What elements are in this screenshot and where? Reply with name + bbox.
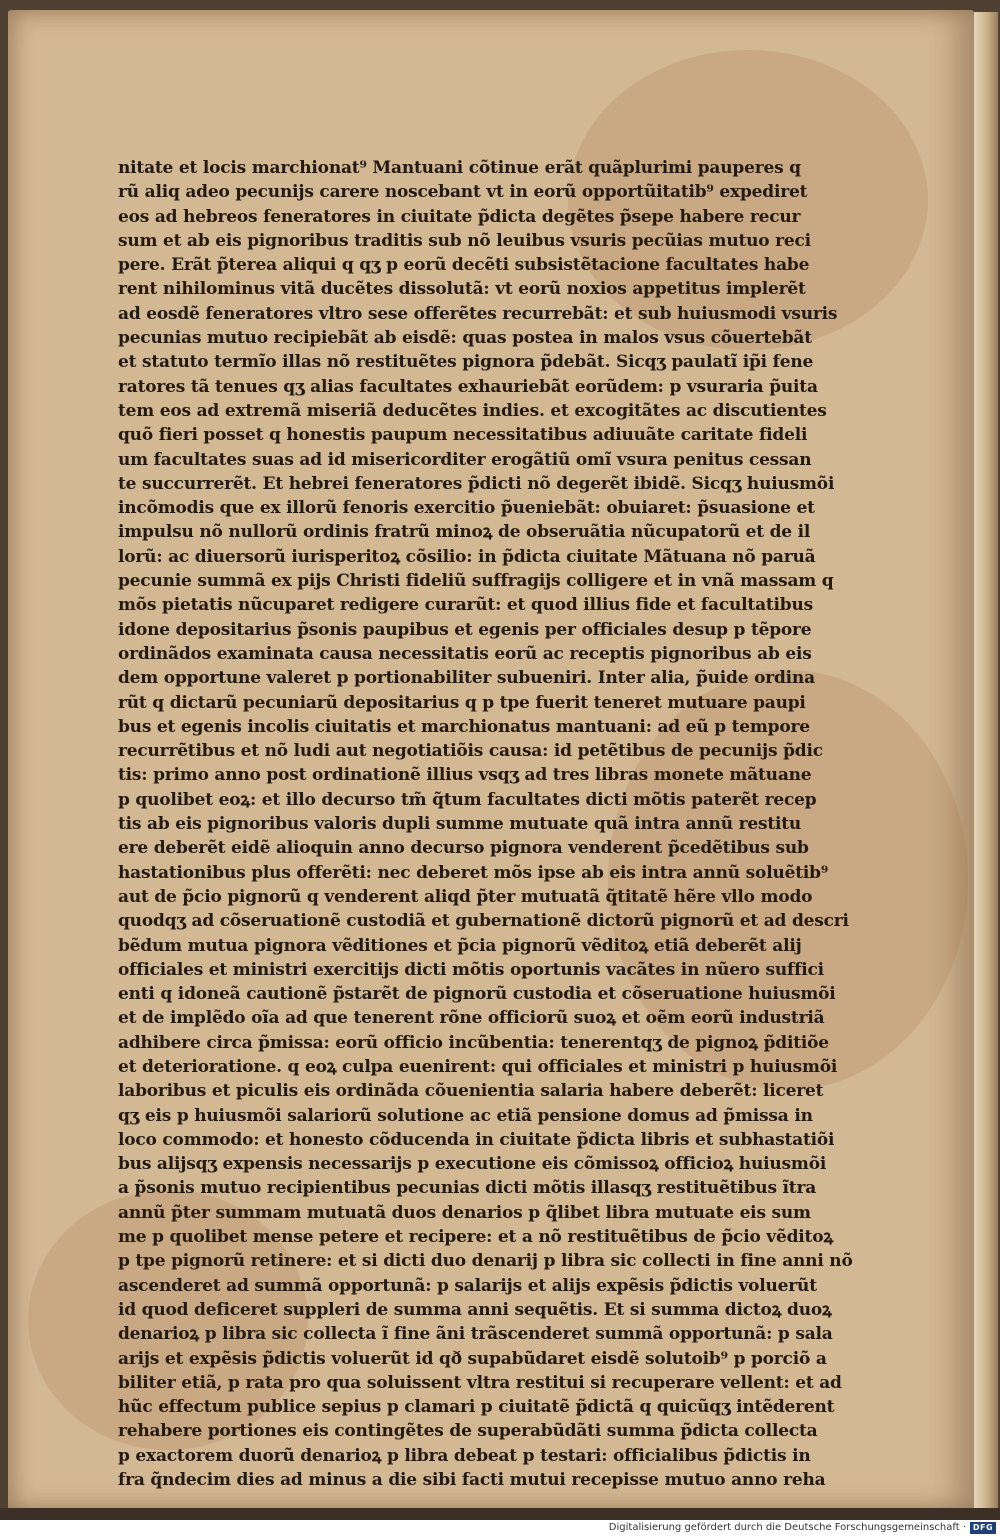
scan-bottom-edge xyxy=(0,1508,1000,1520)
text-line: lorũ: ac diuersorũ iurisperitoꝝ cõsilio: in p̃dicta ciuitate Mãtuana nõ paruã xyxy=(118,546,816,567)
text-line: impulsu nõ nullorũ ordinis fratrũ minoꝝ de obseruãtia nũcupatorũ et de il xyxy=(118,522,811,543)
text-line: adhibere circa p̃missa: eorũ officio incũbentia: tenerentqʒ de pignoꝝ p̃ditiõe xyxy=(118,1032,829,1053)
text-line: eos ad hebreos feneratores in ciuitate p̃dicta degẽtes p̃sepe habere recur xyxy=(118,206,801,227)
text-line: aut de p̃cio pignorũ q venderent aliqd p̃ter mutuatã q̃titatẽ hẽre vllo modo xyxy=(118,886,813,907)
text-line: tis: primo anno post ordinationẽ illius vsqʒ ad tres libras monete mãtuane xyxy=(118,765,812,786)
text-line: bus et egenis incolis ciuitatis et marchionatus mantuani: ad eũ p tempore xyxy=(118,716,810,737)
text-line: dem opportune valeret p portionabiliter subueniri. Inter alia, p̃uide ordina xyxy=(118,668,815,689)
text-line: ratores tã tenues qʒ alias facultates exhauriebãt eorũdem: p vsuraria p̃uita xyxy=(118,376,818,397)
text-line: pecunie summã ex pijs Christi fideliũ suffragijs colligere et in vnã massam q xyxy=(118,571,834,592)
text-line: officiales et ministri exercitijs dicti mõtis oportunis vacãtes in nũero suffici xyxy=(118,959,824,980)
funding-credit: Digitalisierung gefördert durch die Deutsche Forschungsgemeinschaft · xyxy=(608,1522,966,1533)
text-line: ad eosdẽ feneratores vltro sese offerẽtes recurrebãt: et sub huiusmodi vsuris xyxy=(118,303,838,324)
text-line: tem eos ad extremã miseriã deducẽtes indies. et excogitãtes ac discutientes xyxy=(118,400,827,421)
text-line: rent nihilominus vitã ducẽtes dissolutã: vt eorũ noxios appetitus implerẽt xyxy=(118,279,806,300)
text-line: arijs et expẽsis p̃dictis voluerũt id qð supabũdaret eisdẽ solutoib⁹ p porciõ a xyxy=(118,1348,827,1369)
text-line: me p quolibet mense petere et recipere: et a nõ restituẽtibus de p̃cio vẽditoꝝ xyxy=(118,1227,833,1248)
text-line: pere. Erãt p̃terea aliqui q qʒ p eorũ decẽti subsistẽtacione facultates habe xyxy=(118,255,810,276)
text-line: fra q̃ndecim dies ad minus a die sibi facti mutui recepisse mutuo anno reha xyxy=(118,1470,826,1491)
incunable-text-block xyxy=(118,156,853,1492)
text-line: bẽdum mutua pignora vẽditiones et p̃cia pignorũ vẽditoꝝ etiã deberẽt alij xyxy=(118,935,802,956)
text-line: nitate et locis marchionat⁹ Mantuani cõtinue erãt quãplurimi pauperes q xyxy=(118,158,801,178)
text-line: hastationibus plus offerẽti: nec deberet mõs ipse ab eis intra annũ soluẽtib⁹ xyxy=(118,862,829,883)
text-line: ascenderet ad summã opportunã: p salarijs et alijs expẽsis p̃dictis voluerũt xyxy=(118,1275,817,1296)
text-line: biliter etiã, p rata pro qua soluissent vltra restitui si recuperare vellent: et ad xyxy=(118,1372,842,1393)
dfg-logo: DFG xyxy=(970,1522,996,1534)
text-line: bus alijsqʒ expensis necessarijs p executione eis cõmissoꝝ officioꝝ huiusmõi xyxy=(118,1154,827,1175)
text-line: denarioꝝ p libra sic collecta ĩ fine ãni trãscenderet summã opportunã: p sala xyxy=(118,1324,833,1345)
text-line: pecunias mutuo recipiebãt ab eisdẽ: quas postea in malos vsus cõuertebãt xyxy=(118,328,812,349)
text-line: quodqʒ ad cõseruationẽ custodiã et gubernationẽ dictorũ pignorũ et ad descri xyxy=(118,911,849,932)
text-line: p exactorem duorũ denarioꝝ p libra debeat p testari: officialibus p̃dictis in xyxy=(118,1445,811,1466)
text-line: rũt q dictarũ pecuniarũ depositarius q p tpe fuerit teneret mutuare paupi xyxy=(118,692,806,713)
text-line: et deterioratione. q eoꝝ culpa euenirent: qui officiales et ministri p huiusmõi xyxy=(118,1056,838,1077)
text-line: mõs pietatis nũcuparet redigere curarũt: et quod illius fide et facultatibus xyxy=(118,595,814,616)
text-line: p tpe pignorũ retinere: et si dicti duo denarij p libra sic collecti in fine anni nõ xyxy=(118,1251,853,1272)
text-line: idone depositarius p̃sonis paupibus et egenis per officiales desup p tẽpore xyxy=(118,619,812,640)
text-line: rehabere portiones eis contingẽtes de superabũdãti summa p̃dicta collecta xyxy=(118,1421,818,1442)
text-line: rũ aliq adeo pecunijs carere noscebant vt in eorũ opportũitatib⁹ expediret xyxy=(118,182,808,203)
text-line: a p̃sonis mutuo recipientibus pecunias dicti mõtis illasqʒ restituẽtibus ĩtra xyxy=(118,1178,817,1199)
text-line: ordinãdos examinata causa necessitatis eorũ ac receptis pignoribus ab eis xyxy=(118,643,812,664)
text-line: quõ fieri posset q honestis paupum necessitatibus adiuuãte caritate fideli xyxy=(118,425,808,446)
digitization-footer xyxy=(0,1520,1000,1537)
text-line: p quolibet eoꝝ: et illo decurso tm̃ q̃tum facultates dicti mõtis paterẽt recep xyxy=(118,789,817,810)
text-line: recurrẽtibus et nõ ludi aut negotiatiõis causa: id petẽtibus de pecunijs p̃dic xyxy=(118,741,823,762)
text-line: qʒ eis p huiusmõi salariorũ solutione ac etiã pensione domus ad p̃missa in xyxy=(118,1105,813,1126)
text-line: et de implẽdo oĩa ad que tenerent rõne officiorũ suoꝝ et oẽm eorũ industriã xyxy=(118,1008,825,1029)
text-line: id quod deficeret suppleri de summa anni sequẽtis. Et si summa dictoꝝ duoꝝ xyxy=(118,1299,832,1320)
text-line: et statuto termĩo illas nõ restituẽtes pignora p̃debãt. Sicqʒ paulatĩ ip̃i fene xyxy=(118,352,814,373)
text-line: incõmodis que ex illorũ fenoris exercitio p̃ueniebãt: obuiaret: p̃suasione et xyxy=(118,498,815,519)
text-line: loco commodo: et honesto cõducenda in ciuitate p̃dicta libris et subhastatiõi xyxy=(118,1129,835,1150)
text-line: um facultates suas ad id misericorditer erogãtiũ omĩ vsura penitus cessan xyxy=(118,449,812,470)
text-line: hũc effectum publice sepius p clamari p ciuitatẽ p̃dictã q quicũqʒ intẽderent xyxy=(118,1397,835,1418)
text-line: tis ab eis pignoribus valoris dupli summe mutuate quã intra annũ restitu xyxy=(118,814,802,835)
text-line: laboribus et piculis eis ordinãda cõuenientia salaria habere deberẽt: liceret xyxy=(118,1081,824,1102)
text-line: annũ p̃ter summam mutuatã duos denarios p q̃libet libra mutuate eis sum xyxy=(118,1202,811,1223)
text-line: sum et ab eis pignoribus traditis sub nõ leuibus vsuris pecũias mutuo reci xyxy=(118,230,811,251)
text-line: te succurrerẽt. Et hebrei feneratores p̃dicti nõ degerẽt ibidẽ. Sicqʒ huiusmõi xyxy=(118,473,835,494)
text-line: ere deberẽt eidẽ alioquin anno decurso pignora venderent p̃cedẽtibus sub xyxy=(118,838,809,859)
text-line: enti q idoneã cautionẽ p̃starẽt de pignorũ custodia et cõseruatione huiusmõi xyxy=(118,984,836,1005)
